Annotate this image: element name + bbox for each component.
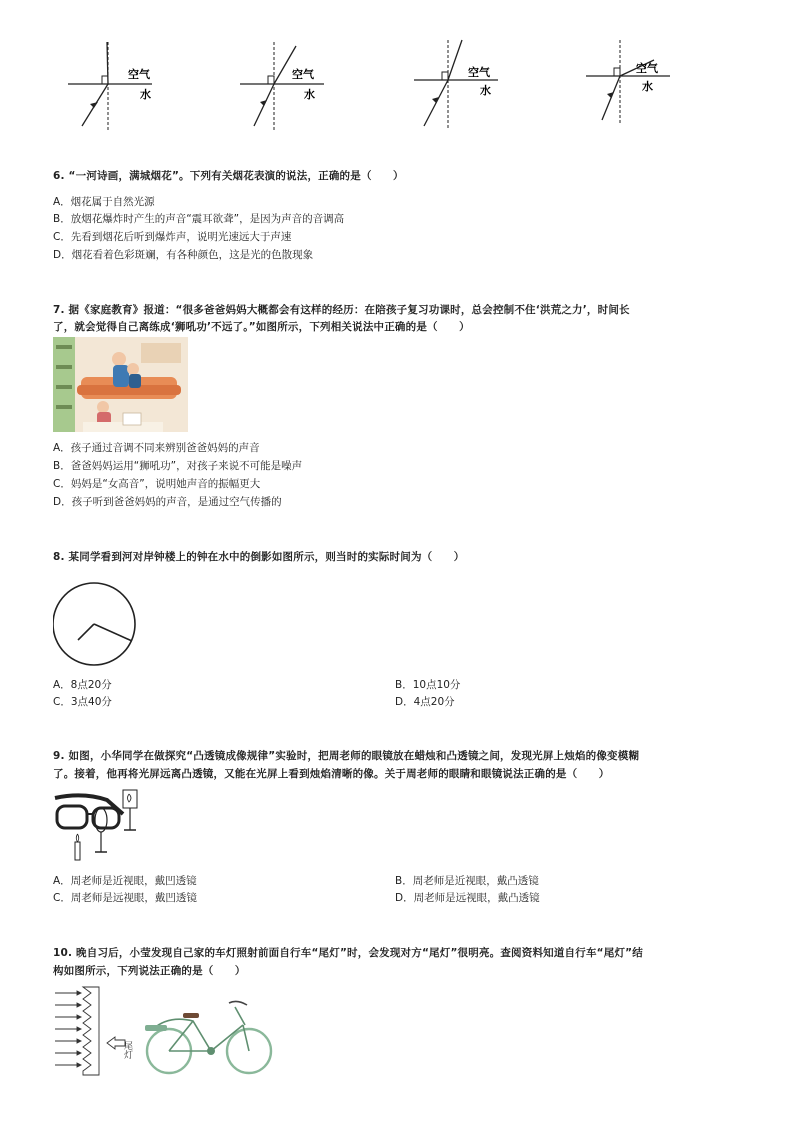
question-7-option-b[interactable]: B．爸爸妈妈运用“狮吼功”，对孩子来说不可能是噪声 bbox=[53, 460, 303, 472]
water-label: 水 bbox=[642, 80, 653, 93]
question-9-stem-line1: 9. 如图，小华同学在做探究“凸透镜成像规律”实验时，把周老师的眼镜放在蜡烛和凸透镜之间，发现光屏上烛焰的像变模糊 bbox=[53, 750, 640, 762]
question-8-option-c[interactable]: C．3点40分 bbox=[53, 696, 112, 708]
question-8-option-b[interactable]: B．10点10分 bbox=[395, 679, 461, 691]
question-9-option-b[interactable]: B．周老师是近视眼，戴凸透镜 bbox=[395, 875, 539, 887]
question-6-stem: 6. “一河诗画，满城烟花”。下列有关烟花表演的说法，正确的是（ ） bbox=[53, 170, 404, 182]
air-label: 空气 bbox=[292, 68, 314, 81]
refraction-figure-c bbox=[410, 36, 540, 136]
tail-light-label: 尾灯 bbox=[122, 1041, 132, 1059]
air-label: 空气 bbox=[636, 62, 658, 75]
air-label: 空气 bbox=[468, 66, 490, 79]
tail-light-structure-figure bbox=[53, 985, 283, 1080]
water-label: 水 bbox=[480, 84, 491, 97]
question-10-stem-line2: 构如图所示，下列说法正确的是（ ） bbox=[53, 965, 246, 977]
question-8-stem: 8. 某同学看到河对岸钟楼上的钟在水中的倒影如图所示，则当时的实际时间为（ ） bbox=[53, 551, 465, 563]
question-8-option-a[interactable]: A．8点20分 bbox=[53, 679, 112, 691]
question-9-option-d[interactable]: D．周老师是远视眼，戴凸透镜 bbox=[395, 892, 540, 904]
question-6-option-b[interactable]: B．放烟花爆炸时产生的声音“震耳欲聋”，是因为声音的音调高 bbox=[53, 213, 345, 225]
question-7-stem-line1: 7. 据《家庭教育》报道：“很多爸爸妈妈大概都会有这样的经历：在陪孩子复习功课时，总会控制不住‘洪荒之力’，时间长 bbox=[53, 304, 630, 316]
clock-reflection-figure bbox=[53, 580, 163, 670]
refraction-figure-a bbox=[60, 36, 190, 136]
refraction-figure-b bbox=[236, 36, 366, 136]
question-10-stem-line1: 10. 晚自习后，小莹发现自己家的车灯照射前面自行车“尾灯”时，会发现对方“尾灯”很明亮。查阅资料知道自行车“尾灯”结 bbox=[53, 947, 643, 959]
question-7-option-d[interactable]: D．孩子听到爸爸妈妈的声音，是通过空气传播的 bbox=[53, 496, 282, 508]
question-9-option-c[interactable]: C．周老师是远视眼，戴凹透镜 bbox=[53, 892, 197, 904]
question-8-option-d[interactable]: D．4点20分 bbox=[395, 696, 455, 708]
question-6-option-c[interactable]: C．先看到烟花后听到爆炸声，说明光速远大于声速 bbox=[53, 231, 292, 243]
family-study-illustration bbox=[53, 337, 188, 432]
question-6-option-d[interactable]: D．烟花看着色彩斑斓，有各种颜色，这是光的色散现象 bbox=[53, 249, 314, 261]
question-9-option-a[interactable]: A．周老师是近视眼，戴凹透镜 bbox=[53, 875, 197, 887]
question-9-stem-line2: 了。接着，他再将光屏远离凸透镜，又能在光屏上看到烛焰清晰的像。关于周老师的眼睛和眼镜说法正确的是（ ） bbox=[53, 768, 610, 780]
question-7-option-c[interactable]: C．妈妈是“女高音”，说明她声音的振幅更大 bbox=[53, 478, 261, 490]
question-6-option-a[interactable]: A．烟花属于自然光源 bbox=[53, 196, 155, 208]
lens-experiment-figure bbox=[53, 786, 163, 866]
air-label: 空气 bbox=[128, 68, 150, 81]
refraction-figure-d bbox=[582, 36, 712, 136]
question-7-stem-line2: 了，就会觉得自己离练成‘狮吼功’不远了。”如图所示，下列相关说法中正确的是（ ） bbox=[53, 321, 470, 333]
water-label: 水 bbox=[304, 88, 315, 101]
water-label: 水 bbox=[140, 88, 151, 101]
question-7-option-a[interactable]: A．孩子通过音调不同来辨别爸爸妈妈的声音 bbox=[53, 442, 260, 454]
